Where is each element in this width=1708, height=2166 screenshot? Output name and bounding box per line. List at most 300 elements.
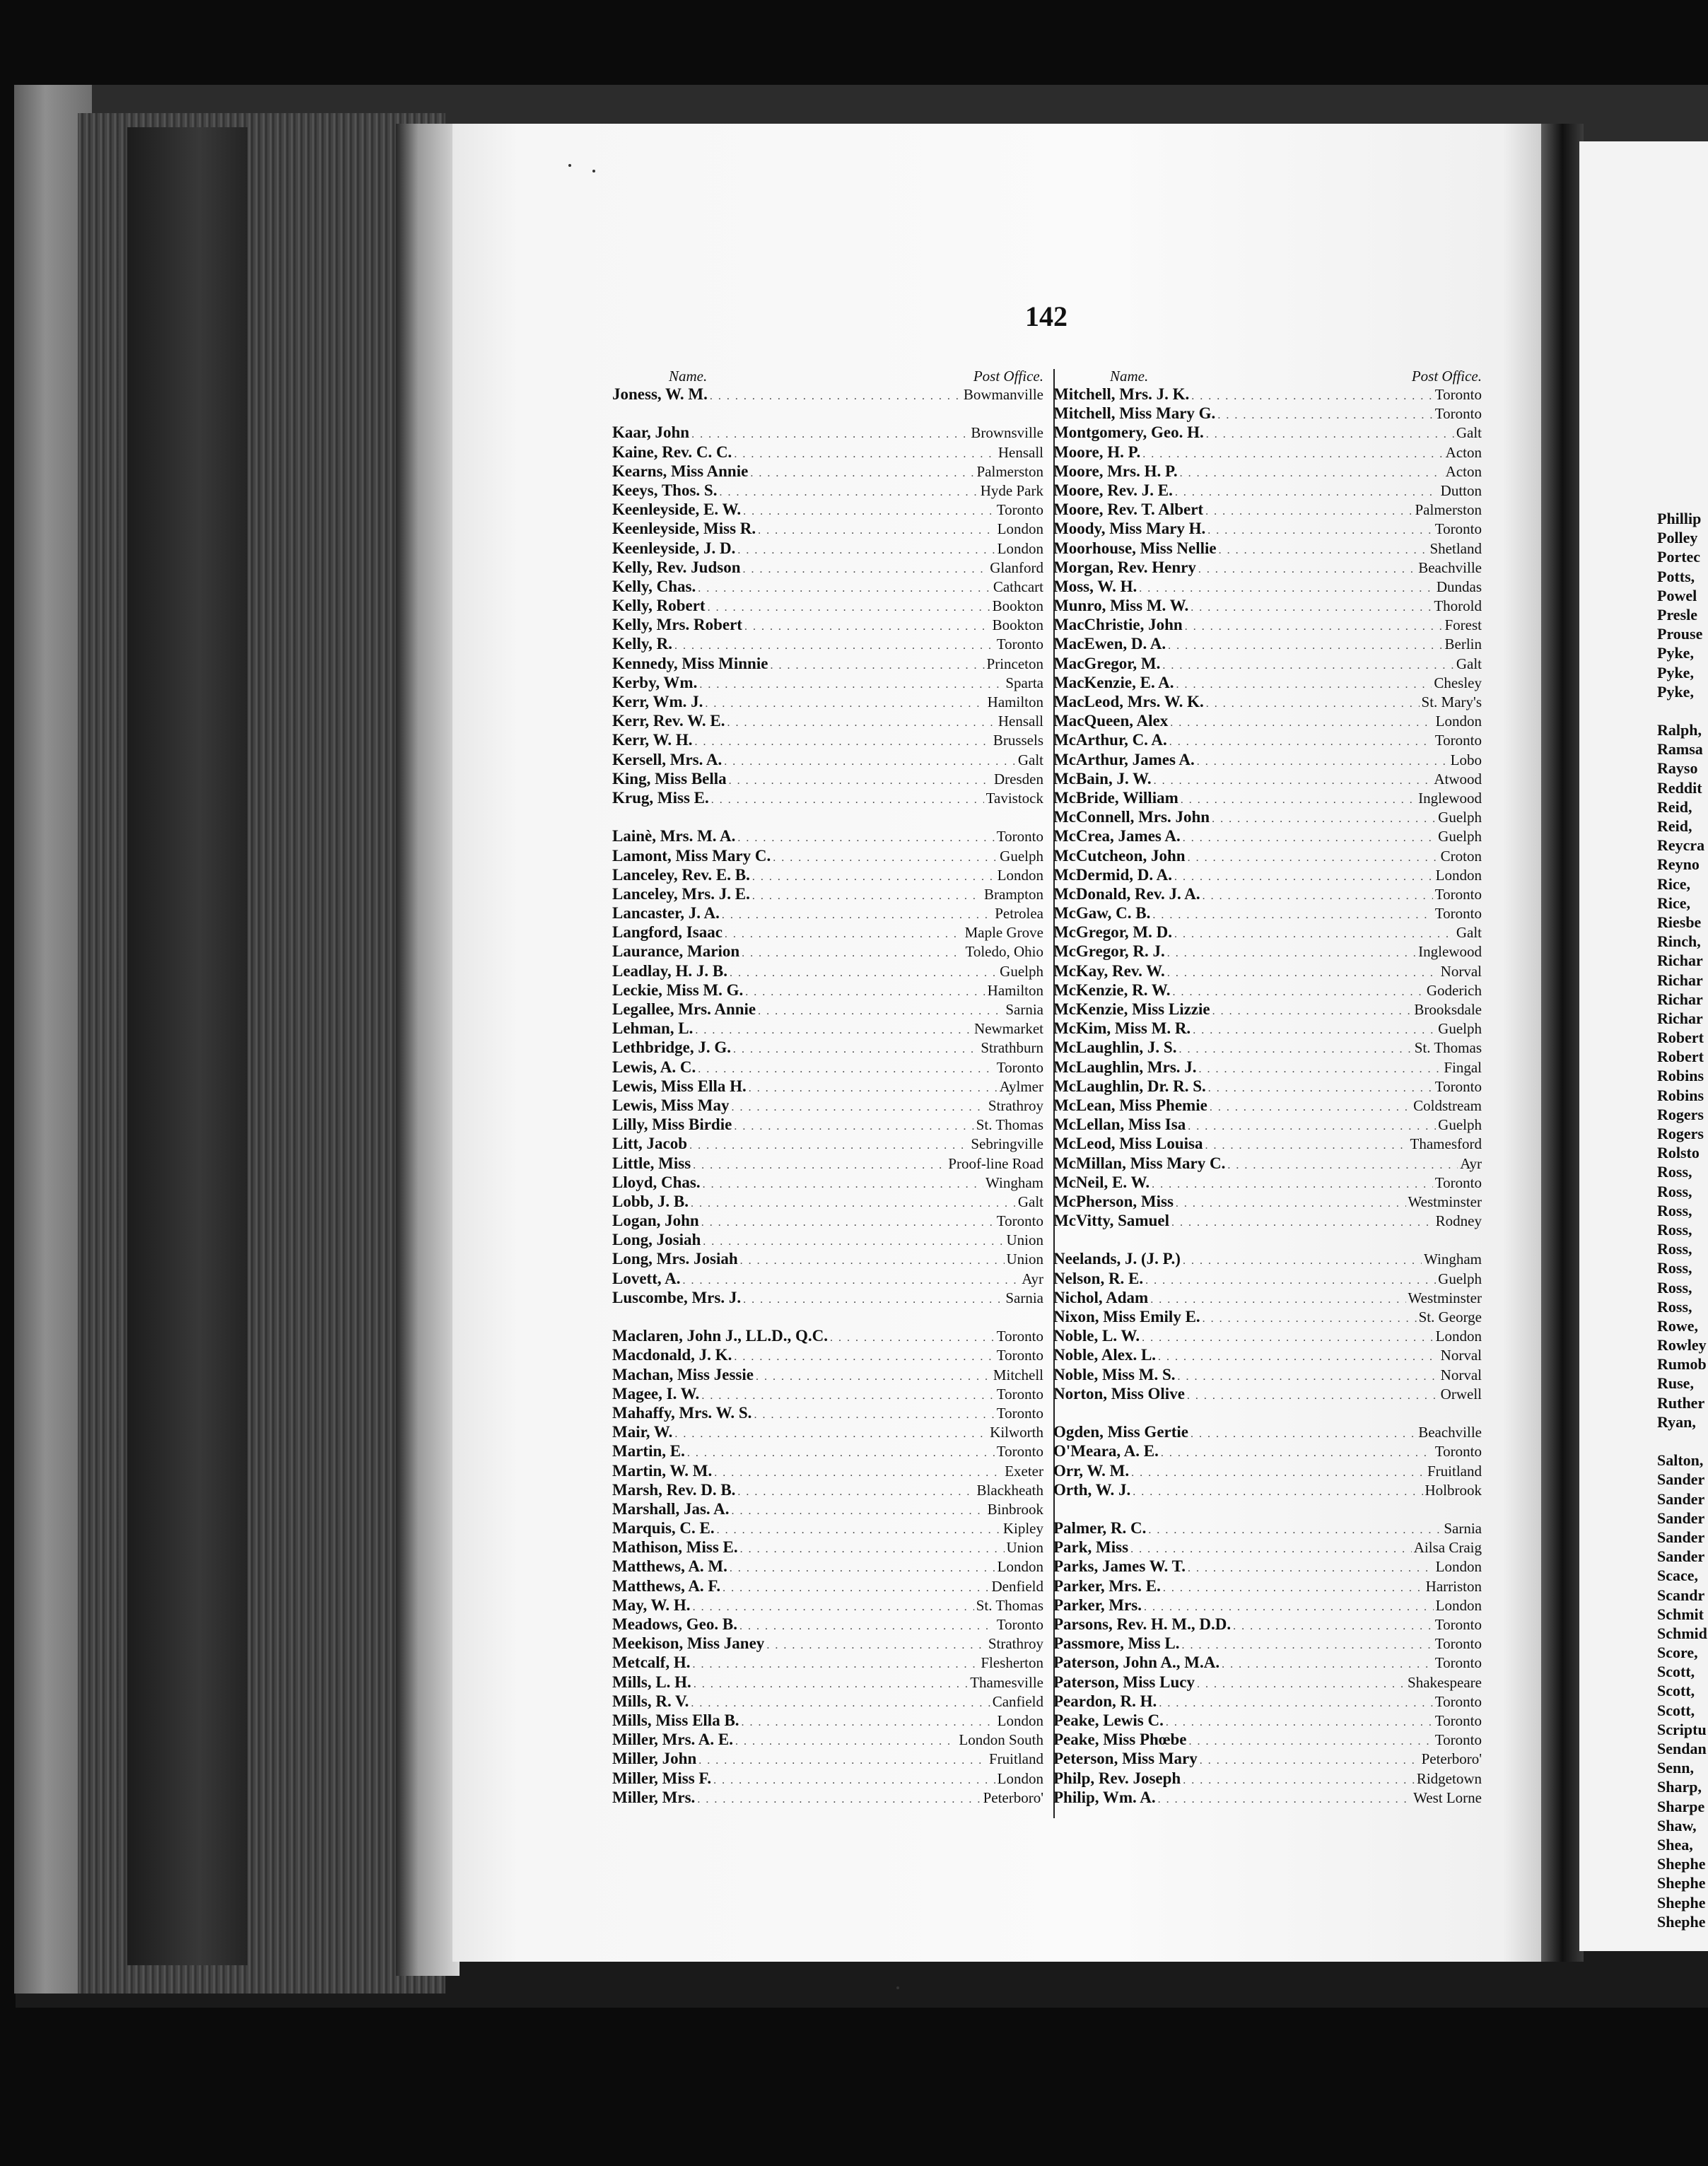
- entry-name: McBride, William: [1053, 788, 1178, 807]
- leader-dots: [770, 656, 984, 675]
- leader-dots: [754, 1405, 994, 1424]
- entry-name: Peterson, Miss Mary: [1053, 1750, 1198, 1768]
- leader-dots: [674, 1424, 988, 1444]
- leader-dots: [692, 1655, 978, 1674]
- entry-name: Parker, Mrs. E.: [1053, 1576, 1161, 1595]
- entry-post-office: Toronto: [1434, 1173, 1482, 1191]
- directory-entry: [612, 539, 1043, 558]
- directory-entry: [612, 519, 1043, 538]
- leader-dots: [713, 1771, 995, 1790]
- directory-entry: [612, 443, 1043, 462]
- leader-dots: [1167, 944, 1416, 963]
- entry-name: Kerr, W. H.: [612, 731, 693, 749]
- entry-name: Logan, John: [612, 1212, 699, 1230]
- entry-name: Macdonald, J. K.: [612, 1346, 732, 1364]
- directory-entry: [612, 1077, 1043, 1096]
- right-entries: [1053, 385, 1482, 1807]
- leader-dots: [717, 1521, 1001, 1540]
- leader-dots: [1169, 732, 1433, 751]
- center-gutter: [1541, 124, 1584, 1962]
- leader-dots: [1159, 1694, 1432, 1713]
- leader-dots: [711, 790, 984, 809]
- next-page-fragment: Ruther: [1657, 1393, 1705, 1412]
- entry-post-office: Cathcart: [993, 578, 1043, 595]
- entry-post-office: Toronto: [1434, 732, 1482, 749]
- entry-name: Moore, H. P.: [1053, 443, 1141, 461]
- entry-post-office: Palmerston: [976, 462, 1043, 480]
- next-page-fragment: Scott,: [1657, 1701, 1695, 1719]
- entry-name: Legallee, Mrs. Annie: [612, 1000, 756, 1018]
- entry-name: Langford, Isaac: [612, 923, 723, 942]
- entry-name: Kerr, Rev. W. E.: [612, 712, 725, 730]
- entry-name: Kersell, Mrs. A.: [612, 750, 723, 768]
- next-page-fragment: Shephe: [1657, 1912, 1706, 1931]
- directory-entry: [1053, 1596, 1482, 1615]
- next-page-fragment: [1657, 1432, 1707, 1451]
- next-page-fragment: Scandr: [1657, 1586, 1705, 1604]
- entry-name: McArthur, James A.: [1053, 750, 1195, 768]
- leader-dots: [766, 1636, 986, 1655]
- directory-entry: [612, 1557, 1043, 1576]
- directory-entry: [1053, 1173, 1482, 1192]
- entry-name: Long, Mrs. Josiah: [612, 1250, 738, 1268]
- next-page-fragment: Rice,: [1657, 894, 1691, 912]
- next-page-fragment: Richar: [1657, 1009, 1703, 1027]
- entry-post-office: Shakespeare: [1408, 1673, 1482, 1691]
- leader-dots: [742, 1713, 995, 1732]
- entry-name: Miller, Miss F.: [612, 1769, 712, 1787]
- entry-name: Passmore, Miss L.: [1053, 1634, 1180, 1653]
- directory-entry: [1053, 1058, 1482, 1077]
- leader-dots: [1188, 1117, 1436, 1136]
- section-gap: [612, 1307, 1043, 1326]
- entry-post-office: Kipley: [1002, 1520, 1043, 1538]
- entry-post-office: Ayr: [1460, 1154, 1482, 1172]
- directory-entry: [612, 1384, 1043, 1403]
- entry-post-office: Strathroy: [988, 1635, 1043, 1653]
- entry-post-office: London: [1435, 866, 1482, 884]
- next-page-fragment: Ross,: [1657, 1201, 1692, 1219]
- entry-name: Kelly, Chas.: [612, 577, 696, 595]
- directory-entry: [1053, 1711, 1482, 1730]
- directory-entry: [1053, 1134, 1482, 1153]
- leader-dots: [1197, 1675, 1405, 1694]
- entry-name: Moore, Rev. T. Albert: [1053, 500, 1204, 519]
- leader-dots: [1174, 925, 1454, 944]
- leader-dots: [1180, 464, 1444, 483]
- entry-name: Philp, Rev. Joseph: [1053, 1769, 1181, 1787]
- entry-name: Lobb, J. B.: [612, 1192, 689, 1210]
- entry-name: Lamont, Miss Mary C.: [612, 846, 771, 865]
- entry-post-office: Toronto: [996, 1443, 1043, 1460]
- entry-name: Lewis, Miss Ella H.: [612, 1077, 747, 1095]
- entry-post-office: Acton: [1445, 462, 1482, 480]
- next-page-fragment: Ross,: [1657, 1220, 1692, 1239]
- leader-dots: [1144, 1598, 1434, 1617]
- directory-entry: [1053, 1634, 1482, 1653]
- next-page-fragment: Rumob: [1657, 1355, 1707, 1374]
- directory-entry: [612, 500, 1043, 519]
- directory-entry: [612, 558, 1043, 577]
- entry-name: Mills, Miss Ella B.: [612, 1711, 739, 1729]
- directory-entry: [1053, 1441, 1482, 1460]
- entry-name: Marsh, Rev. D. B.: [612, 1480, 736, 1499]
- next-page-fragment: Rinch,: [1657, 932, 1701, 951]
- next-page-fragment: Pyke,: [1657, 682, 1694, 701]
- directory-entry: [1053, 1154, 1482, 1173]
- entry-name: Lancaster, J. A.: [612, 904, 720, 923]
- entry-name: Lehman, L.: [612, 1019, 694, 1038]
- leader-dots: [756, 1367, 991, 1386]
- directory-entry: [612, 1096, 1043, 1115]
- next-page-fragment: Scace,: [1657, 1567, 1699, 1585]
- directory-entry: [1053, 1019, 1482, 1038]
- directory-entry: [1053, 1077, 1482, 1096]
- next-page-fragment: Shephe: [1657, 1893, 1706, 1912]
- directory-entry: [612, 692, 1043, 711]
- entry-post-office: Toronto: [1434, 1654, 1482, 1672]
- next-page-fragment: Rice,: [1657, 874, 1691, 893]
- paper-speck: [568, 164, 571, 167]
- directory-entry: [612, 711, 1043, 730]
- leader-dots: [1200, 1751, 1420, 1770]
- directory-entry: [612, 1058, 1043, 1077]
- leader-dots: [830, 1328, 995, 1347]
- leader-dots: [1206, 425, 1454, 444]
- right-column: [1053, 368, 1482, 1807]
- entry-name: Nixon, Miss Emily E.: [1053, 1308, 1200, 1325]
- directory-entry: [612, 750, 1043, 769]
- leader-dots: [1193, 1021, 1436, 1040]
- entry-name: Joness, W. M.: [612, 385, 708, 403]
- next-page-fragment: Sander: [1657, 1547, 1705, 1566]
- directory-entry: [612, 596, 1043, 615]
- entry-post-office: Blackheath: [976, 1481, 1043, 1499]
- entry-post-office: Beachville: [1418, 1424, 1482, 1441]
- leader-dots: [695, 1021, 972, 1040]
- next-page-edge: [1579, 141, 1708, 1951]
- entry-name: Kelly, Rev. Judson: [612, 558, 741, 576]
- directory-entry: [1053, 865, 1482, 884]
- leader-dots: [749, 1079, 998, 1098]
- entry-post-office: Toronto: [1434, 405, 1482, 423]
- leader-dots: [1162, 656, 1453, 675]
- entry-post-office: St. Mary's: [1421, 693, 1482, 710]
- next-page-fragment: Shea,: [1657, 1835, 1693, 1854]
- next-page-fragment: Sander: [1657, 1528, 1705, 1546]
- leader-dots: [1207, 521, 1433, 540]
- header-post-office: Post Office.: [1411, 368, 1482, 385]
- entry-post-office: Exeter: [1005, 1462, 1043, 1480]
- entry-name: Montgomery, Geo. H.: [1053, 423, 1204, 442]
- entry-post-office: Union: [1006, 1251, 1043, 1268]
- leader-dots: [1203, 1309, 1417, 1328]
- entry-post-office: Sebringville: [971, 1135, 1043, 1153]
- leader-dots: [1176, 1194, 1406, 1213]
- entry-post-office: Sarnia: [1005, 1289, 1043, 1306]
- directory-entry: [1053, 558, 1482, 577]
- leader-dots: [1206, 694, 1420, 713]
- directory-entry: [1053, 385, 1482, 404]
- leader-dots: [742, 560, 988, 579]
- entry-name: Mahaffy, Mrs. W. S.: [612, 1403, 752, 1422]
- entry-name: Leckie, Miss M. G.: [612, 980, 744, 999]
- next-page-fragment: Sander: [1657, 1509, 1705, 1527]
- entry-name: MacLeod, Mrs. W. K.: [1053, 693, 1204, 710]
- entry-post-office: Toronto: [996, 1058, 1043, 1076]
- entry-post-office: Galt: [1456, 655, 1482, 672]
- entry-name: McLaughlin, Mrs. J.: [1053, 1058, 1197, 1076]
- entry-post-office: Guelph: [1438, 1020, 1482, 1038]
- next-page-fragment: Ryan,: [1657, 1412, 1696, 1431]
- directory-entry: [612, 980, 1043, 1000]
- next-page-fragment: Rayso: [1657, 759, 1698, 778]
- entry-name: McKenzie, R. W.: [1053, 980, 1171, 999]
- directory-entry: [612, 462, 1043, 481]
- entry-post-office: Union: [1006, 1539, 1043, 1557]
- entry-name: Matthews, A. F.: [612, 1576, 721, 1595]
- directory-entry: [1053, 615, 1482, 634]
- entry-name: Kennedy, Miss Minnie: [612, 654, 768, 672]
- entry-name: McKay, Rev. W.: [1053, 961, 1165, 980]
- next-page-fragment: Reyno: [1657, 855, 1700, 874]
- leader-dots: [1150, 1290, 1405, 1309]
- left-entries: [612, 385, 1043, 1807]
- directory-entry: [612, 1269, 1043, 1288]
- leader-dots: [1222, 1655, 1433, 1674]
- directory-entry: [1053, 1326, 1482, 1345]
- next-page-fragment: Sendan: [1657, 1740, 1707, 1757]
- leader-dots: [698, 1751, 987, 1770]
- entry-post-office: Guelph: [1000, 847, 1043, 865]
- entry-post-office: Harriston: [1425, 1577, 1482, 1595]
- leader-dots: [740, 1251, 1005, 1270]
- entry-post-office: Glanford: [990, 558, 1043, 576]
- entry-post-office: Westminster: [1408, 1289, 1482, 1306]
- entry-post-office: Hensall: [998, 443, 1043, 461]
- entry-post-office: Guelph: [1000, 962, 1043, 980]
- entry-name: MacKenzie, E. A.: [1053, 673, 1174, 691]
- entry-post-office: Orwell: [1440, 1385, 1482, 1403]
- directory-entry: [1053, 481, 1482, 500]
- leader-dots: [1166, 1713, 1433, 1732]
- leader-dots: [699, 675, 1003, 694]
- entry-post-office: Sparta: [1005, 674, 1043, 691]
- entry-name: McGregor, M. D.: [1053, 923, 1172, 942]
- directory-entry: [1053, 1576, 1482, 1596]
- entry-post-office: Norval: [1440, 1347, 1482, 1364]
- next-page-fragment: Ralph,: [1657, 721, 1702, 739]
- entry-post-office: Wingham: [985, 1173, 1043, 1191]
- directory-entry: [612, 1634, 1043, 1653]
- leader-dots: [758, 1002, 1003, 1021]
- entry-name: Laurance, Marion: [612, 942, 740, 961]
- entry-post-office: Toronto: [996, 636, 1043, 653]
- entry-name: McNeil, E. W.: [1053, 1173, 1150, 1191]
- directory-entry: [612, 1749, 1043, 1768]
- leader-dots: [1133, 1482, 1422, 1501]
- next-page-fragment: Phillip: [1657, 510, 1702, 527]
- directory-entry: [1053, 539, 1482, 558]
- next-page-fragment: Scott,: [1657, 1682, 1695, 1700]
- entry-post-office: London South: [959, 1731, 1043, 1749]
- entry-name: McLean, Miss Phemie: [1053, 1096, 1207, 1114]
- entry-name: McBain, J. W.: [1053, 769, 1152, 788]
- leader-dots: [739, 1617, 995, 1636]
- directory-entry: [612, 903, 1043, 923]
- entry-post-office: Toronto: [1434, 1692, 1482, 1710]
- entry-name: Mills, L. H.: [612, 1673, 691, 1691]
- directory-entry: [1053, 1692, 1482, 1711]
- entry-name: Lewis, A. C.: [612, 1058, 696, 1076]
- entry-name: Nelson, R. E.: [1053, 1269, 1144, 1287]
- entry-name: McArthur, C. A.: [1053, 731, 1167, 749]
- entry-post-office: Goderich: [1426, 981, 1482, 999]
- entry-name: Keenleyside, J. D.: [612, 539, 736, 557]
- directory-entry: [1053, 1653, 1482, 1672]
- entry-post-office: Brownsville: [971, 424, 1043, 442]
- page-stack-shadow: [127, 127, 247, 1965]
- entry-name: Mills, R. V.: [612, 1692, 689, 1710]
- directory-entry: [612, 1345, 1043, 1364]
- entry-name: Peake, Miss Phœbe: [1053, 1731, 1187, 1749]
- next-page-fragment: Presle: [1657, 605, 1698, 624]
- entry-name: McKenzie, Miss Lizzie: [1053, 1000, 1210, 1018]
- leader-dots: [1181, 790, 1416, 809]
- entry-post-office: Toronto: [1434, 885, 1482, 903]
- leader-dots: [1172, 983, 1424, 1002]
- next-page-fragment: Robert: [1657, 1048, 1704, 1066]
- leader-dots: [687, 1444, 995, 1463]
- entry-name: MacQueen, Alex: [1053, 712, 1169, 730]
- entry-post-office: Toronto: [996, 1328, 1043, 1345]
- leader-dots: [695, 732, 991, 751]
- entry-post-office: Westminster: [1408, 1193, 1482, 1210]
- leader-dots: [1154, 771, 1432, 790]
- entry-post-office: Brussels: [993, 732, 1043, 749]
- next-page-fragment: Portec: [1657, 548, 1701, 566]
- entry-name: Keenleyside, Miss R.: [612, 520, 756, 538]
- leader-dots: [1210, 1098, 1411, 1117]
- leader-dots: [697, 1790, 981, 1809]
- section-gap: [612, 807, 1043, 826]
- entry-post-office: Rodney: [1435, 1212, 1482, 1230]
- entry-post-office: Dundas: [1436, 578, 1482, 595]
- directory-entry: [1053, 1000, 1482, 1019]
- entry-name: Morgan, Rev. Henry: [1053, 558, 1196, 576]
- page-number: 142: [1025, 300, 1068, 332]
- entry-name: Kaar, John: [612, 423, 690, 442]
- leader-dots: [1212, 809, 1436, 829]
- leader-dots: [1187, 1386, 1439, 1405]
- entry-post-office: Fingal: [1444, 1058, 1482, 1076]
- leader-dots: [682, 1271, 1019, 1290]
- leader-dots: [743, 1290, 1003, 1309]
- entry-name: McDonald, Rev. J. A.: [1053, 884, 1200, 903]
- entry-post-office: Peterboro': [1421, 1750, 1482, 1768]
- entry-name: Moore, Rev. J. E.: [1053, 481, 1173, 499]
- directory-entry: [612, 1422, 1043, 1441]
- leader-dots: [727, 713, 996, 732]
- entry-post-office: Binbrook: [987, 1500, 1043, 1518]
- entry-name: McLellan, Miss Isa: [1053, 1116, 1186, 1134]
- entry-name: Kerby, Wm.: [612, 673, 698, 691]
- directory-entry: [612, 1653, 1043, 1672]
- entry-name: Parsons, Rev. H. M., D.D.: [1053, 1615, 1232, 1633]
- directory-entry: [612, 673, 1043, 692]
- next-page-fragment: Shephe: [1657, 1855, 1706, 1873]
- entry-name: Moorhouse, Miss Nellie: [1053, 539, 1217, 557]
- next-page-fragment: Robins: [1657, 1067, 1704, 1085]
- entry-name: Miller, Mrs. A. E.: [612, 1731, 733, 1749]
- entry-name: Ogden, Miss Gertie: [1053, 1423, 1188, 1441]
- entry-name: Moore, Mrs. H. P.: [1053, 462, 1178, 480]
- entry-post-office: Guelph: [1438, 828, 1482, 845]
- directory-entry: [1053, 692, 1482, 711]
- entry-post-office: Thamesville: [970, 1673, 1043, 1691]
- next-page-fragment: Senn,: [1657, 1759, 1694, 1777]
- leader-dots: [1158, 1790, 1412, 1809]
- entry-name: Leadlay, H. J. B.: [612, 961, 727, 980]
- entry-post-office: Hensall: [998, 713, 1043, 730]
- column-header: [1053, 368, 1482, 385]
- directory-entry: [612, 1596, 1043, 1615]
- entry-name: Kelly, R.: [612, 635, 672, 653]
- entry-name: McGaw, C. B.: [1053, 904, 1151, 923]
- leader-dots: [691, 425, 969, 444]
- directory-entry: [612, 1403, 1043, 1422]
- directory-entry: [612, 481, 1043, 500]
- next-page-fragment: Richar: [1657, 952, 1703, 970]
- directory-entry: [1053, 443, 1482, 462]
- next-page-fragment: Rogers: [1657, 1125, 1704, 1142]
- entry-post-office: Berlin: [1444, 636, 1482, 653]
- directory-entry: [1053, 750, 1482, 769]
- leader-dots: [705, 694, 985, 713]
- entry-name: Paterson, John A., M.A.: [1053, 1653, 1220, 1672]
- leader-dots: [694, 1675, 968, 1694]
- leader-dots: [1183, 1771, 1415, 1790]
- entry-name: McConnell, Mrs. John: [1053, 808, 1210, 826]
- directory-entry: [612, 1249, 1043, 1268]
- leader-dots: [1176, 675, 1432, 694]
- leader-dots: [733, 1040, 978, 1059]
- next-page-fragment: Polley: [1657, 529, 1698, 547]
- directory-entry: [1053, 634, 1482, 653]
- directory-entry: [612, 385, 1043, 404]
- leader-dots: [737, 829, 994, 848]
- directory-entry: [1053, 846, 1482, 865]
- directory-entry: [612, 1538, 1043, 1557]
- directory-entry: [1053, 519, 1482, 538]
- directory-entry: [1053, 673, 1482, 692]
- entry-post-office: London: [997, 1711, 1043, 1729]
- directory-entry: [612, 1192, 1043, 1211]
- next-page-fragment: Reycra: [1657, 836, 1705, 855]
- next-page-fragment: Sander: [1657, 1489, 1705, 1508]
- directory-entry: [612, 1230, 1043, 1249]
- entry-post-office: Guelph: [1438, 1270, 1482, 1287]
- entry-post-office: Coldstream: [1413, 1096, 1482, 1114]
- directory-entry: [612, 1692, 1043, 1711]
- directory-entry: [1053, 404, 1482, 423]
- directory-entry: [612, 865, 1043, 884]
- entry-name: Meekison, Miss Janey: [612, 1634, 765, 1653]
- entry-post-office: Toronto: [996, 501, 1043, 519]
- entry-post-office: Forest: [1444, 616, 1482, 634]
- directory-entry: [1053, 942, 1482, 961]
- entry-name: Matthews, A. M.: [612, 1557, 727, 1576]
